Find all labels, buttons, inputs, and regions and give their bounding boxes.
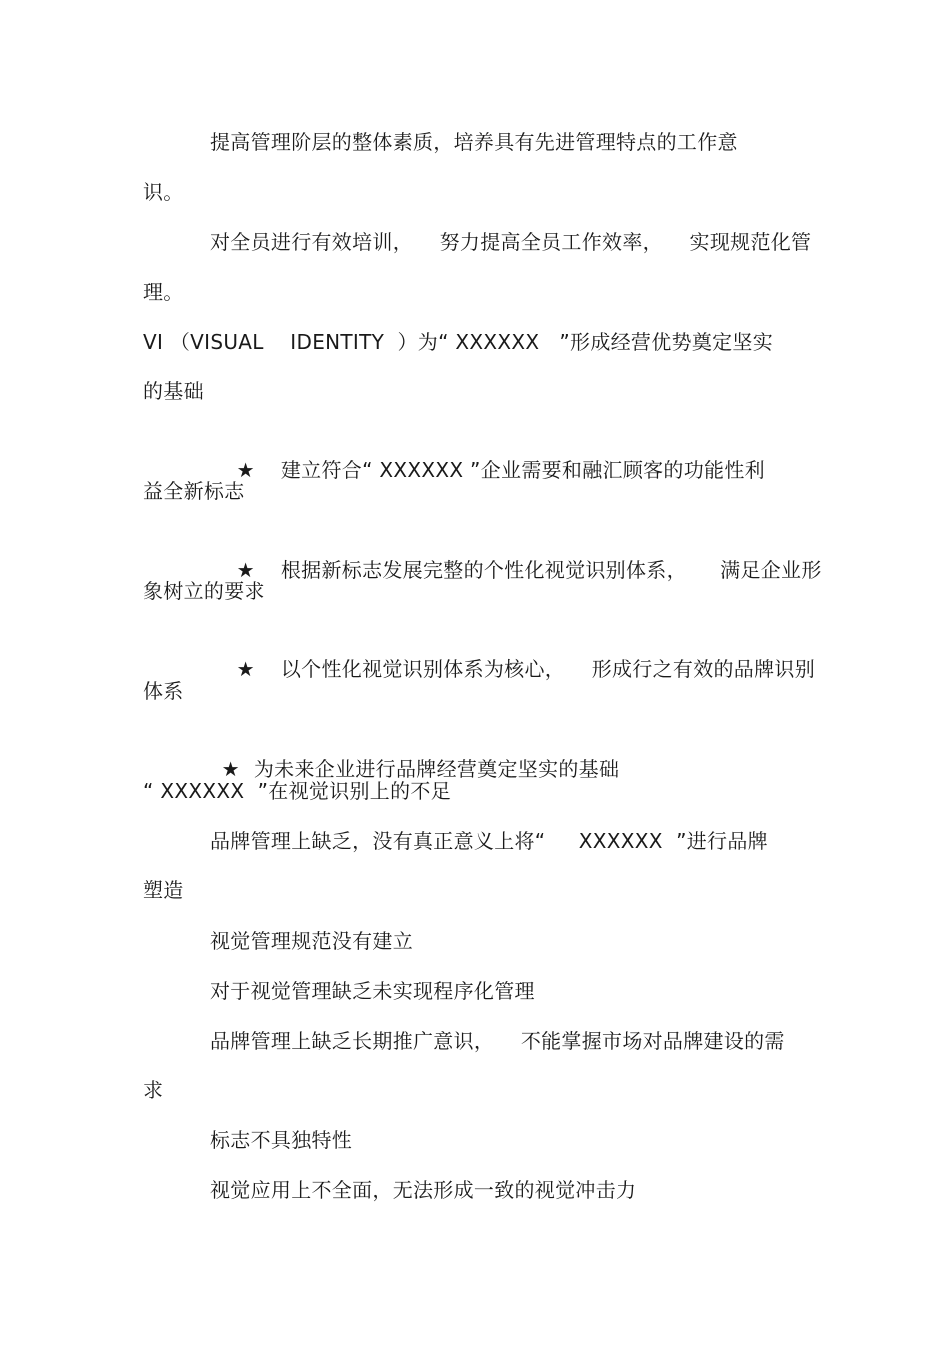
star-icon: ★ bbox=[236, 558, 255, 582]
paragraph-line: 体系 bbox=[143, 679, 184, 703]
paragraph-line: 识。 bbox=[143, 180, 184, 204]
paragraph-line: 视觉管理规范没有建立 bbox=[210, 929, 413, 953]
paragraph-line: 品牌管理上缺乏，没有真正意义上将“ XXXXXX ”进行品牌 bbox=[210, 829, 768, 853]
paragraph-line: 塑造 bbox=[143, 878, 184, 902]
star-icon: ★ bbox=[221, 757, 240, 781]
section-heading-line: “ XXXXXX ”在视觉识别上的不足 bbox=[143, 779, 452, 803]
bullet-text: 以个性化视觉识别体系为核心， 形成行之有效的品牌识别 bbox=[280, 657, 816, 681]
paragraph-line: 提高管理阶层的整体素质，培养具有先进管理特点的工作意 bbox=[210, 130, 738, 154]
bullet-item bbox=[210, 428, 765, 512]
bullet-text: 根据新标志发展完整的个性化视觉识别体系， 满足企业形 bbox=[280, 558, 822, 582]
paragraph-line: 理。 bbox=[143, 280, 184, 304]
bullet-item bbox=[210, 627, 815, 711]
star-icon: ★ bbox=[236, 657, 255, 681]
paragraph-line: 象树立的要求 bbox=[143, 579, 265, 603]
paragraph-line: 益全新标志 bbox=[143, 479, 245, 503]
paragraph-line: 标志不具独特性 bbox=[210, 1128, 353, 1152]
section-heading-line: VI （VISUAL IDENTITY ）为“ XXXXXX ”形成经营优势奠定坚实 bbox=[143, 330, 774, 354]
bullet-text: 为未来企业进行品牌经营奠定坚实的基础 bbox=[253, 757, 620, 781]
paragraph-line: 视觉应用上不全面，无法形成一致的视觉冲击力 bbox=[210, 1178, 637, 1202]
paragraph-line: 对于视觉管理缺乏未实现程序化管理 bbox=[210, 979, 535, 1003]
bullet-text: 建立符合“ XXXXXX ”企业需要和融汇顾客的功能性利 bbox=[280, 458, 765, 482]
paragraph-line: 求 bbox=[143, 1078, 164, 1102]
bullet-item bbox=[210, 528, 822, 612]
star-icon: ★ bbox=[236, 458, 255, 482]
section-heading-line: 的基础 bbox=[143, 379, 204, 403]
paragraph-line: 品牌管理上缺乏长期推广意识， 不能掌握市场对品牌建设的需 bbox=[210, 1029, 785, 1053]
paragraph-line: 对全员进行有效培训， 努力提高全员工作效率， 实现规范化管 bbox=[210, 230, 812, 254]
